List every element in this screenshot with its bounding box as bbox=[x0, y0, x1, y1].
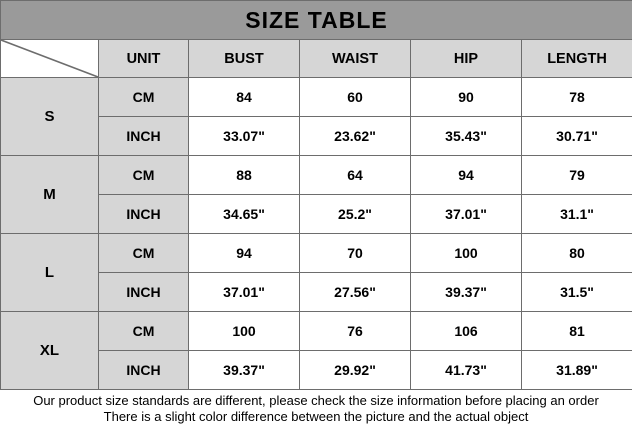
column-header-bust: BUST bbox=[189, 40, 300, 78]
value-hip: 35.43" bbox=[411, 117, 522, 156]
value-waist: 29.92" bbox=[300, 351, 411, 390]
value-bust: 94 bbox=[189, 234, 300, 273]
table-title-row bbox=[1, 1, 632, 40]
value-length: 81 bbox=[522, 312, 632, 351]
value-bust: 84 bbox=[189, 78, 300, 117]
table-row bbox=[1, 312, 632, 351]
unit-cell: INCH bbox=[99, 273, 189, 312]
unit-cell: INCH bbox=[99, 195, 189, 234]
value-waist: 64 bbox=[300, 156, 411, 195]
value-length: 30.71" bbox=[522, 117, 632, 156]
column-header-length: LENGTH bbox=[522, 40, 632, 78]
note-size-standards: Our product size standards are different, please check the size information before placing an order bbox=[33, 393, 599, 408]
column-header-waist: WAIST bbox=[300, 40, 411, 78]
value-bust: 39.37" bbox=[189, 351, 300, 390]
value-hip: 106 bbox=[411, 312, 522, 351]
value-bust: 100 bbox=[189, 312, 300, 351]
size-label-l: L bbox=[1, 234, 99, 312]
value-hip: 39.37" bbox=[411, 273, 522, 312]
value-length: 31.1" bbox=[522, 195, 632, 234]
value-hip: 94 bbox=[411, 156, 522, 195]
diagonal-line-icon bbox=[1, 40, 98, 77]
value-length: 31.5" bbox=[522, 273, 632, 312]
value-length: 78 bbox=[522, 78, 632, 117]
column-header-unit: UNIT bbox=[99, 40, 189, 78]
unit-cell: CM bbox=[99, 78, 189, 117]
size-label-m: M bbox=[1, 156, 99, 234]
value-bust: 37.01" bbox=[189, 273, 300, 312]
value-waist: 60 bbox=[300, 78, 411, 117]
column-header-hip: HIP bbox=[411, 40, 522, 78]
table-row bbox=[1, 234, 632, 273]
value-hip: 41.73" bbox=[411, 351, 522, 390]
unit-cell: INCH bbox=[99, 351, 189, 390]
unit-cell: CM bbox=[99, 156, 189, 195]
value-hip: 37.01" bbox=[411, 195, 522, 234]
size-label-xl: XL bbox=[1, 312, 99, 390]
value-bust: 88 bbox=[189, 156, 300, 195]
page-title: SIZE TABLE bbox=[1, 1, 632, 40]
value-bust: 33.07" bbox=[189, 117, 300, 156]
unit-cell: CM bbox=[99, 312, 189, 351]
value-length: 79 bbox=[522, 156, 632, 195]
table-row bbox=[1, 156, 632, 195]
value-waist: 23.62" bbox=[300, 117, 411, 156]
note-color-difference: There is a slight color difference between the picture and the actual object bbox=[103, 409, 529, 424]
value-waist: 70 bbox=[300, 234, 411, 273]
value-waist: 27.56" bbox=[300, 273, 411, 312]
unit-cell: CM bbox=[99, 234, 189, 273]
value-hip: 90 bbox=[411, 78, 522, 117]
value-bust: 34.65" bbox=[189, 195, 300, 234]
corner-diagonal-cell bbox=[1, 40, 99, 78]
footer-notes bbox=[0, 390, 632, 425]
value-length: 31.89" bbox=[522, 351, 632, 390]
table-row bbox=[1, 78, 632, 117]
value-length: 80 bbox=[522, 234, 632, 273]
value-waist: 76 bbox=[300, 312, 411, 351]
size-label-s: S bbox=[1, 78, 99, 156]
table-header-row bbox=[1, 40, 632, 78]
value-hip: 100 bbox=[411, 234, 522, 273]
value-waist: 25.2" bbox=[300, 195, 411, 234]
unit-cell: INCH bbox=[99, 117, 189, 156]
